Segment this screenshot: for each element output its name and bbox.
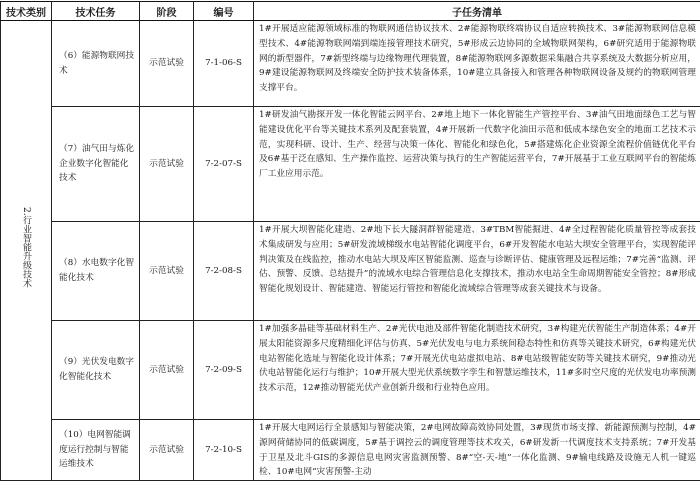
subtask-table [0, 1, 700, 481]
header-category: 技术类别 [1, 2, 52, 21]
table-row [1, 222, 700, 321]
code-cell: 7-2-07-S [194, 107, 254, 222]
task-cell: （7）油气田与炼化企业数字化智能化技术 [52, 107, 140, 222]
stage-cell: 示范试验 [140, 420, 194, 481]
header-code: 编号 [194, 2, 254, 21]
stage-cell: 示范试验 [140, 222, 194, 321]
header-subtasks: 子任务清单 [254, 2, 700, 21]
header-stage: 阶段 [140, 2, 194, 21]
code-cell: 7-1-06-S [194, 21, 254, 107]
task-cell: （8）水电数字化智能化技术 [52, 222, 140, 321]
code-cell: 7-2-09-S [194, 321, 254, 420]
code-cell: 7-2-10-S [194, 420, 254, 481]
table-row [1, 420, 700, 481]
table-row [1, 21, 700, 107]
stage-cell: 示范试验 [140, 21, 194, 107]
task-cell: （9）光伏发电数字化智能化技术 [52, 321, 140, 420]
table-header-row [1, 2, 700, 21]
subtasks-cell: 1#加强多晶硅等基础材料生产、2#光伏电池及部件智能化制造技术研究，3#构建光伏智能生产制造体系；4#开展太阳能资源多尺度精细化评估与仿真、5#光伏发电与电力系统间稳态特性和仿真等关键技术研究，6#构建光伏电站智能化选址与智能化设计体系；7#开展光伏电站虚拟电站、8#电站级智能安防等关键技术研究，9#推动光伏电站智能化运行与维护；10#开展大型光伏系统数字孪生和智慧运维技术，11#多时空尺度的光伏发电功率预测技术示范，12#推动智能光伏产业创新升级和行业特色应用。 [254, 321, 700, 420]
category-label: 2.行业智能升级技术 [20, 207, 32, 288]
code-cell: 7-2-08-S [194, 222, 254, 321]
header-task: 技术任务 [52, 2, 140, 21]
stage-cell: 示范试验 [140, 321, 194, 420]
stage-cell: 示范试验 [140, 107, 194, 222]
category-cell [1, 21, 52, 481]
task-cell: （10）电网智能调度运行控制与智能运维技术 [52, 420, 140, 481]
task-cell: （6）能源物联网技术 [52, 21, 140, 107]
subtasks-cell: 1#开展大坝智能化建造、2#地下长大隧洞群智能建造、3#TBM智能掘进、4#全过程智能化质量管控等成套技术集成研发与应用；5#研发流域梯级水电站智能化调度平台，6#开发智能水电站大坝安全管理平台，实现智能评判决策及在线监控，推动水电站大坝及库区智能监测、巡查与诊断评估、健康管理及远程运维；7#完善“监测、评估、预警、反馈、总结提升”的流域水电综合管理信息化支撑技术，推动水电站全生命周期智能安全管控；8#形成智能化规划设计、智能建造、智能运行管控和智能化流域综合管理等成套关键技术与设备。 [254, 222, 700, 321]
subtasks-cell: 1#开展大电网运行全景感知与智能决策，2#电网故障高效协同处置，3#现货市场支撑、新能源预测与控制，4#源网荷储协同的低碳调度，5#基于调控云的调度管理等技术攻关，6#研发新一代调度技术支持系统；7#开发基于卫星及北斗GIS的多源信息电网灾害监测预警、8#“空-天-地”一体化监测、9#输电线路及设施无人机一键巡检、10#电网“灾害预警-主动 [254, 420, 700, 481]
subtasks-cell: 1#开展适应能源领域标准的物联网通信协议技术、2#能源物联终端协议自适应转换技术、3#能源物联网信息模型技术、4#能源物联网端到端连接管理技术研究，5#形成云边协同的全域物联网架构，6#研究适用于能源物联网的新型器件，7#新型终端与边缘物理代理装置，8#能源物联网多源数据采集融合共享系统及大数据分析应用，9#建设能源物联网及终端安全防护技术装备体系，10#建立具备接入和管理各种物联网设备及规约的物联网管理支撑平台。 [254, 21, 700, 107]
table-row [1, 107, 700, 222]
table-row [1, 321, 700, 420]
subtasks-cell: 1#研发油气勘探开发一体化智能云网平台、2#地上地下一体化智能生产管控平台、3#油气田地面绿色工艺与智能建设优化平台等关键技术系列及配套装置，4#开展新一代数字化油田示范和低成本绿色安全的地面工艺技术示范，实现科研、设计、生产、经营与决策一体化、智能化和绿色化，5#搭建炼化企业资源全流程价值链优化平台及6#基于泛在感知、生产操作监控、运营决策与执行的生产智能运营平台，7#开展基于工业互联网平台的智能炼厂工业应用示范。 [254, 107, 700, 222]
